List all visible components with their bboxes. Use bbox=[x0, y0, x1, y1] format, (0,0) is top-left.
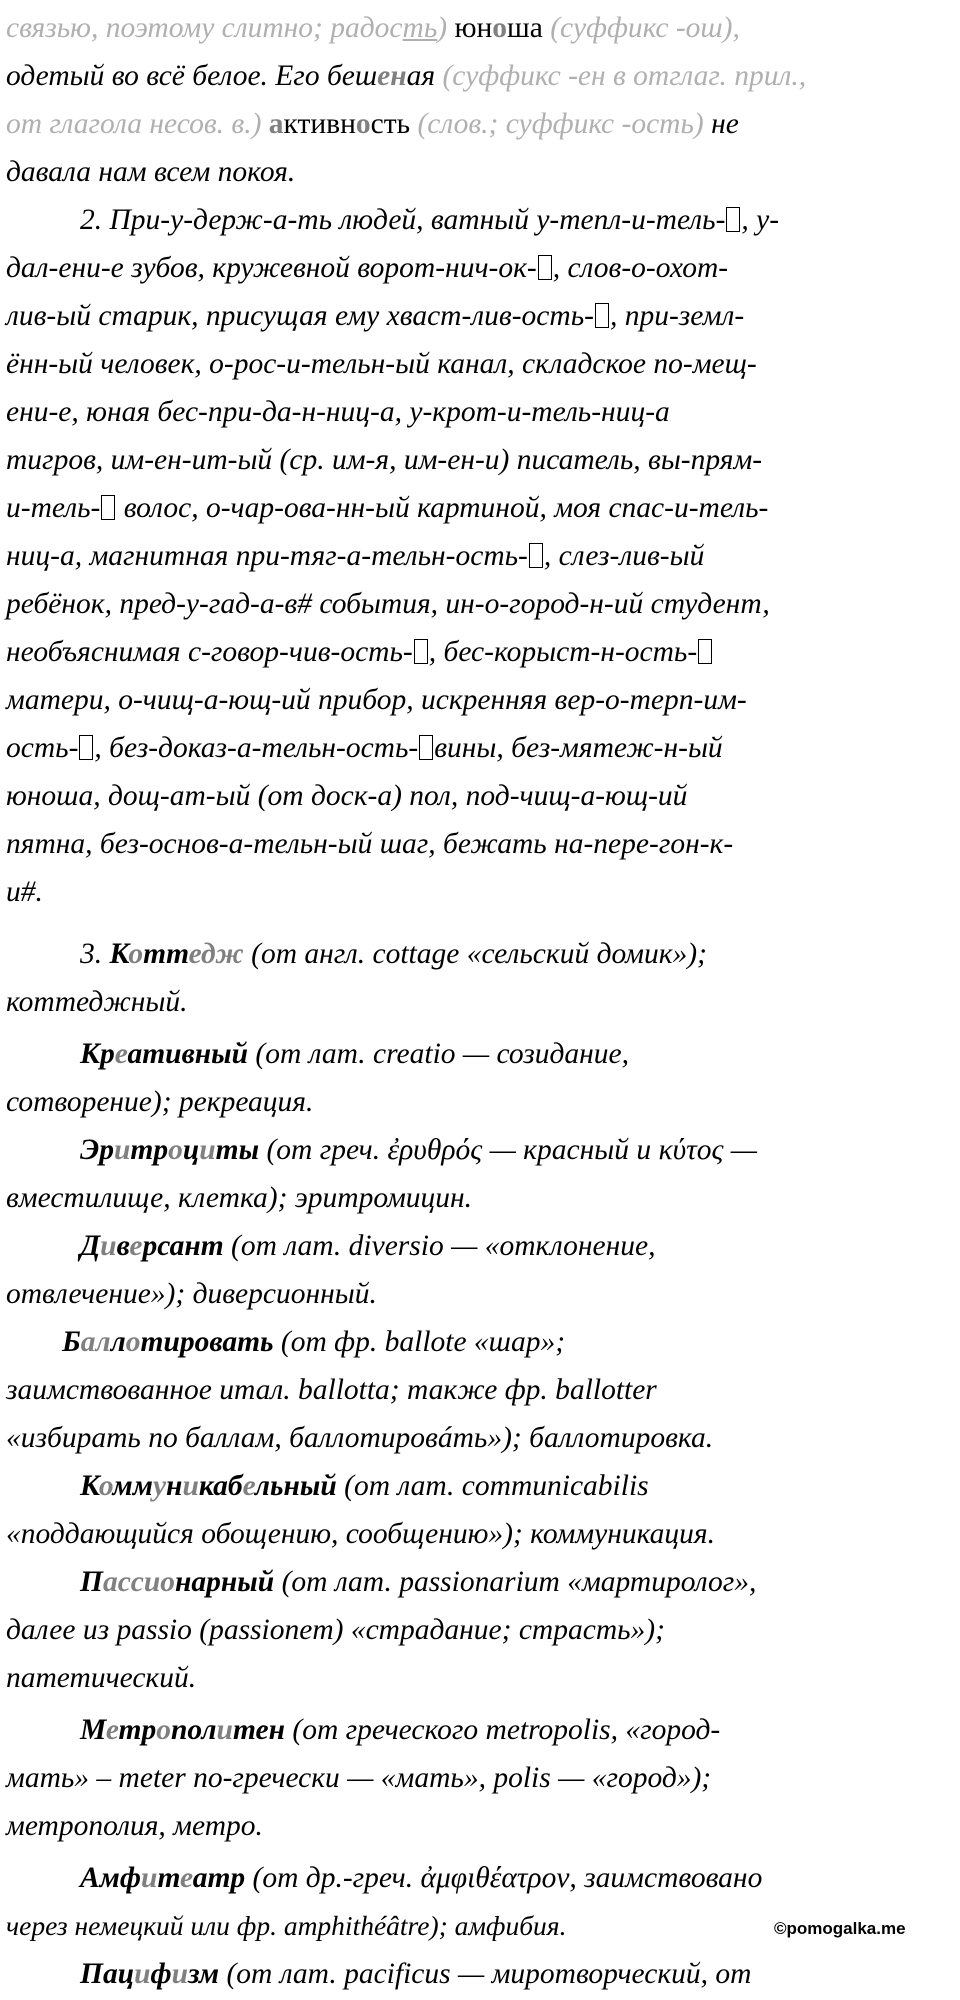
text-line: необъяснимая с-говор-чив-ость- , бес-корыст-н-ость- bbox=[6, 632, 954, 672]
text-line: и-тель- волос, о-чар-ова-нн-ый картиной, моя спас-и-тель- bbox=[6, 492, 769, 524]
zero-ending-box bbox=[698, 639, 712, 664]
text-line: ребёнок, пред-у-гад-а-в# события, ин-о-город-н-ий студент, bbox=[6, 588, 770, 620]
text-line: дал-ени-е зубов, кружевной ворот-нич-ок- , слов-о-охот- bbox=[6, 252, 729, 284]
text-line: и#. bbox=[6, 876, 43, 908]
text-line: ость- , без-доказ-а-тельн-ость- вины, без-мятеж-н-ый bbox=[6, 732, 723, 764]
watermark: ©pomogalka.me bbox=[774, 1919, 906, 1938]
zero-ending-box bbox=[726, 207, 740, 232]
zero-ending-box bbox=[79, 735, 93, 760]
text-line: ённ-ый человек, о-рос-и-тельн-ый канал, складское по-мещ- bbox=[6, 348, 757, 380]
text-line: пятна, без-основ-а-тельн-ый шаг, бежать на-пере-гон-к- bbox=[6, 828, 734, 860]
term-line: Диверсант (от лат. diversio — «отклонение, bbox=[80, 1230, 656, 1262]
text-line: далее из passio (passionem) «страдание; страсть»); bbox=[6, 1614, 665, 1646]
text-line: заимствованное итал. ballotta; также фр. ballotter bbox=[6, 1374, 657, 1406]
term-line: Метрополитен (от греческого metropolis, «город- bbox=[80, 1714, 721, 1746]
zero-ending-box bbox=[414, 639, 428, 664]
text-line: лив-ый старик, присущая ему хваст-лив-ость- , при-земл- bbox=[6, 300, 745, 332]
text-line: ени-е, юная бес-при-да-н-ниц-а, у-крот-и-тель-ниц-а bbox=[6, 396, 670, 428]
zero-ending-box bbox=[595, 303, 609, 328]
text-line: коттеджный. bbox=[6, 986, 188, 1018]
zero-ending-box bbox=[538, 255, 552, 280]
text-line: отвлечение»); диверсионный. bbox=[6, 1278, 377, 1310]
text-line: патетический. bbox=[6, 1662, 197, 1694]
term-line: Креативный (от лат. creatio — созидание, bbox=[80, 1038, 629, 1070]
term-line: Пацифизм (от лат. pacificus — миротворческий, от bbox=[80, 1958, 752, 1990]
text-line: вместилище, клетка); эритромицин. bbox=[6, 1182, 473, 1214]
text-line: 2. При-у-держ-а-ть людей, ватный у-тепл-и-тель- , у- bbox=[80, 204, 780, 236]
zero-ending-box bbox=[419, 735, 433, 760]
zero-ending-box bbox=[529, 543, 543, 568]
text-line: «избирать по баллам, баллотировáть»); баллотировка. bbox=[6, 1422, 714, 1454]
text-line: юноша, дощ-ат-ый (от доск-а) пол, под-чищ-а-ющ-ий bbox=[6, 780, 688, 812]
text-line: 3. Коттедж (от англ. cottage «сельский домик»); bbox=[80, 938, 707, 970]
text-line: сотворение); рекреация. bbox=[6, 1086, 314, 1118]
text-line: тигров, им-ен-ит-ый (ср. им-я, им-ен-и) писатель, вы-прям- bbox=[6, 444, 763, 476]
text-line: «поддающийся обощению, сообщению»); коммуникация. bbox=[6, 1518, 715, 1550]
text-line: от глагола несов. в.) активность (слов.; суффикс -ость) не bbox=[6, 108, 739, 140]
text-line: метрополия, метро. bbox=[6, 1810, 263, 1842]
term-line: Пассионарный (от лат. passionarium «мартиролог», bbox=[80, 1566, 757, 1598]
text-line: матери, о-чищ-а-ющ-ий прибор, искренняя вер-о-терп-им- bbox=[6, 684, 747, 716]
term-line: Баллотировать (от фр. ballote «шар»; bbox=[62, 1326, 566, 1358]
term-line: Коммуникабельный (от лат. communicabilis bbox=[80, 1470, 649, 1502]
zero-ending-box bbox=[101, 495, 115, 520]
text-line: ниц-а, магнитная при-тяг-а-тельн-ость- , слез-лив-ый bbox=[6, 540, 705, 572]
term-line: Амфитеатр (от др.-греч. ἀμφιθέατρον, заимствовано bbox=[80, 1862, 763, 1894]
text-line: через немецкий или фр. amphithéâtre); амфибия. bbox=[6, 1910, 567, 1941]
text-line: давала нам всем покоя. bbox=[6, 156, 296, 188]
text-line: связью, поэтому слитно; радость) юноша (суффикс -ош), bbox=[6, 12, 740, 44]
term-line: Эритроциты (от греч. ἐρυθρός — красный и κύτος — bbox=[80, 1134, 758, 1166]
text-line: мать» – meter по-гречески — «мать», polis — «город»); bbox=[6, 1762, 712, 1794]
text-line: одетый во всё белое. Его бешеная (суффикс -ен в отглаг. прил., bbox=[6, 60, 807, 92]
